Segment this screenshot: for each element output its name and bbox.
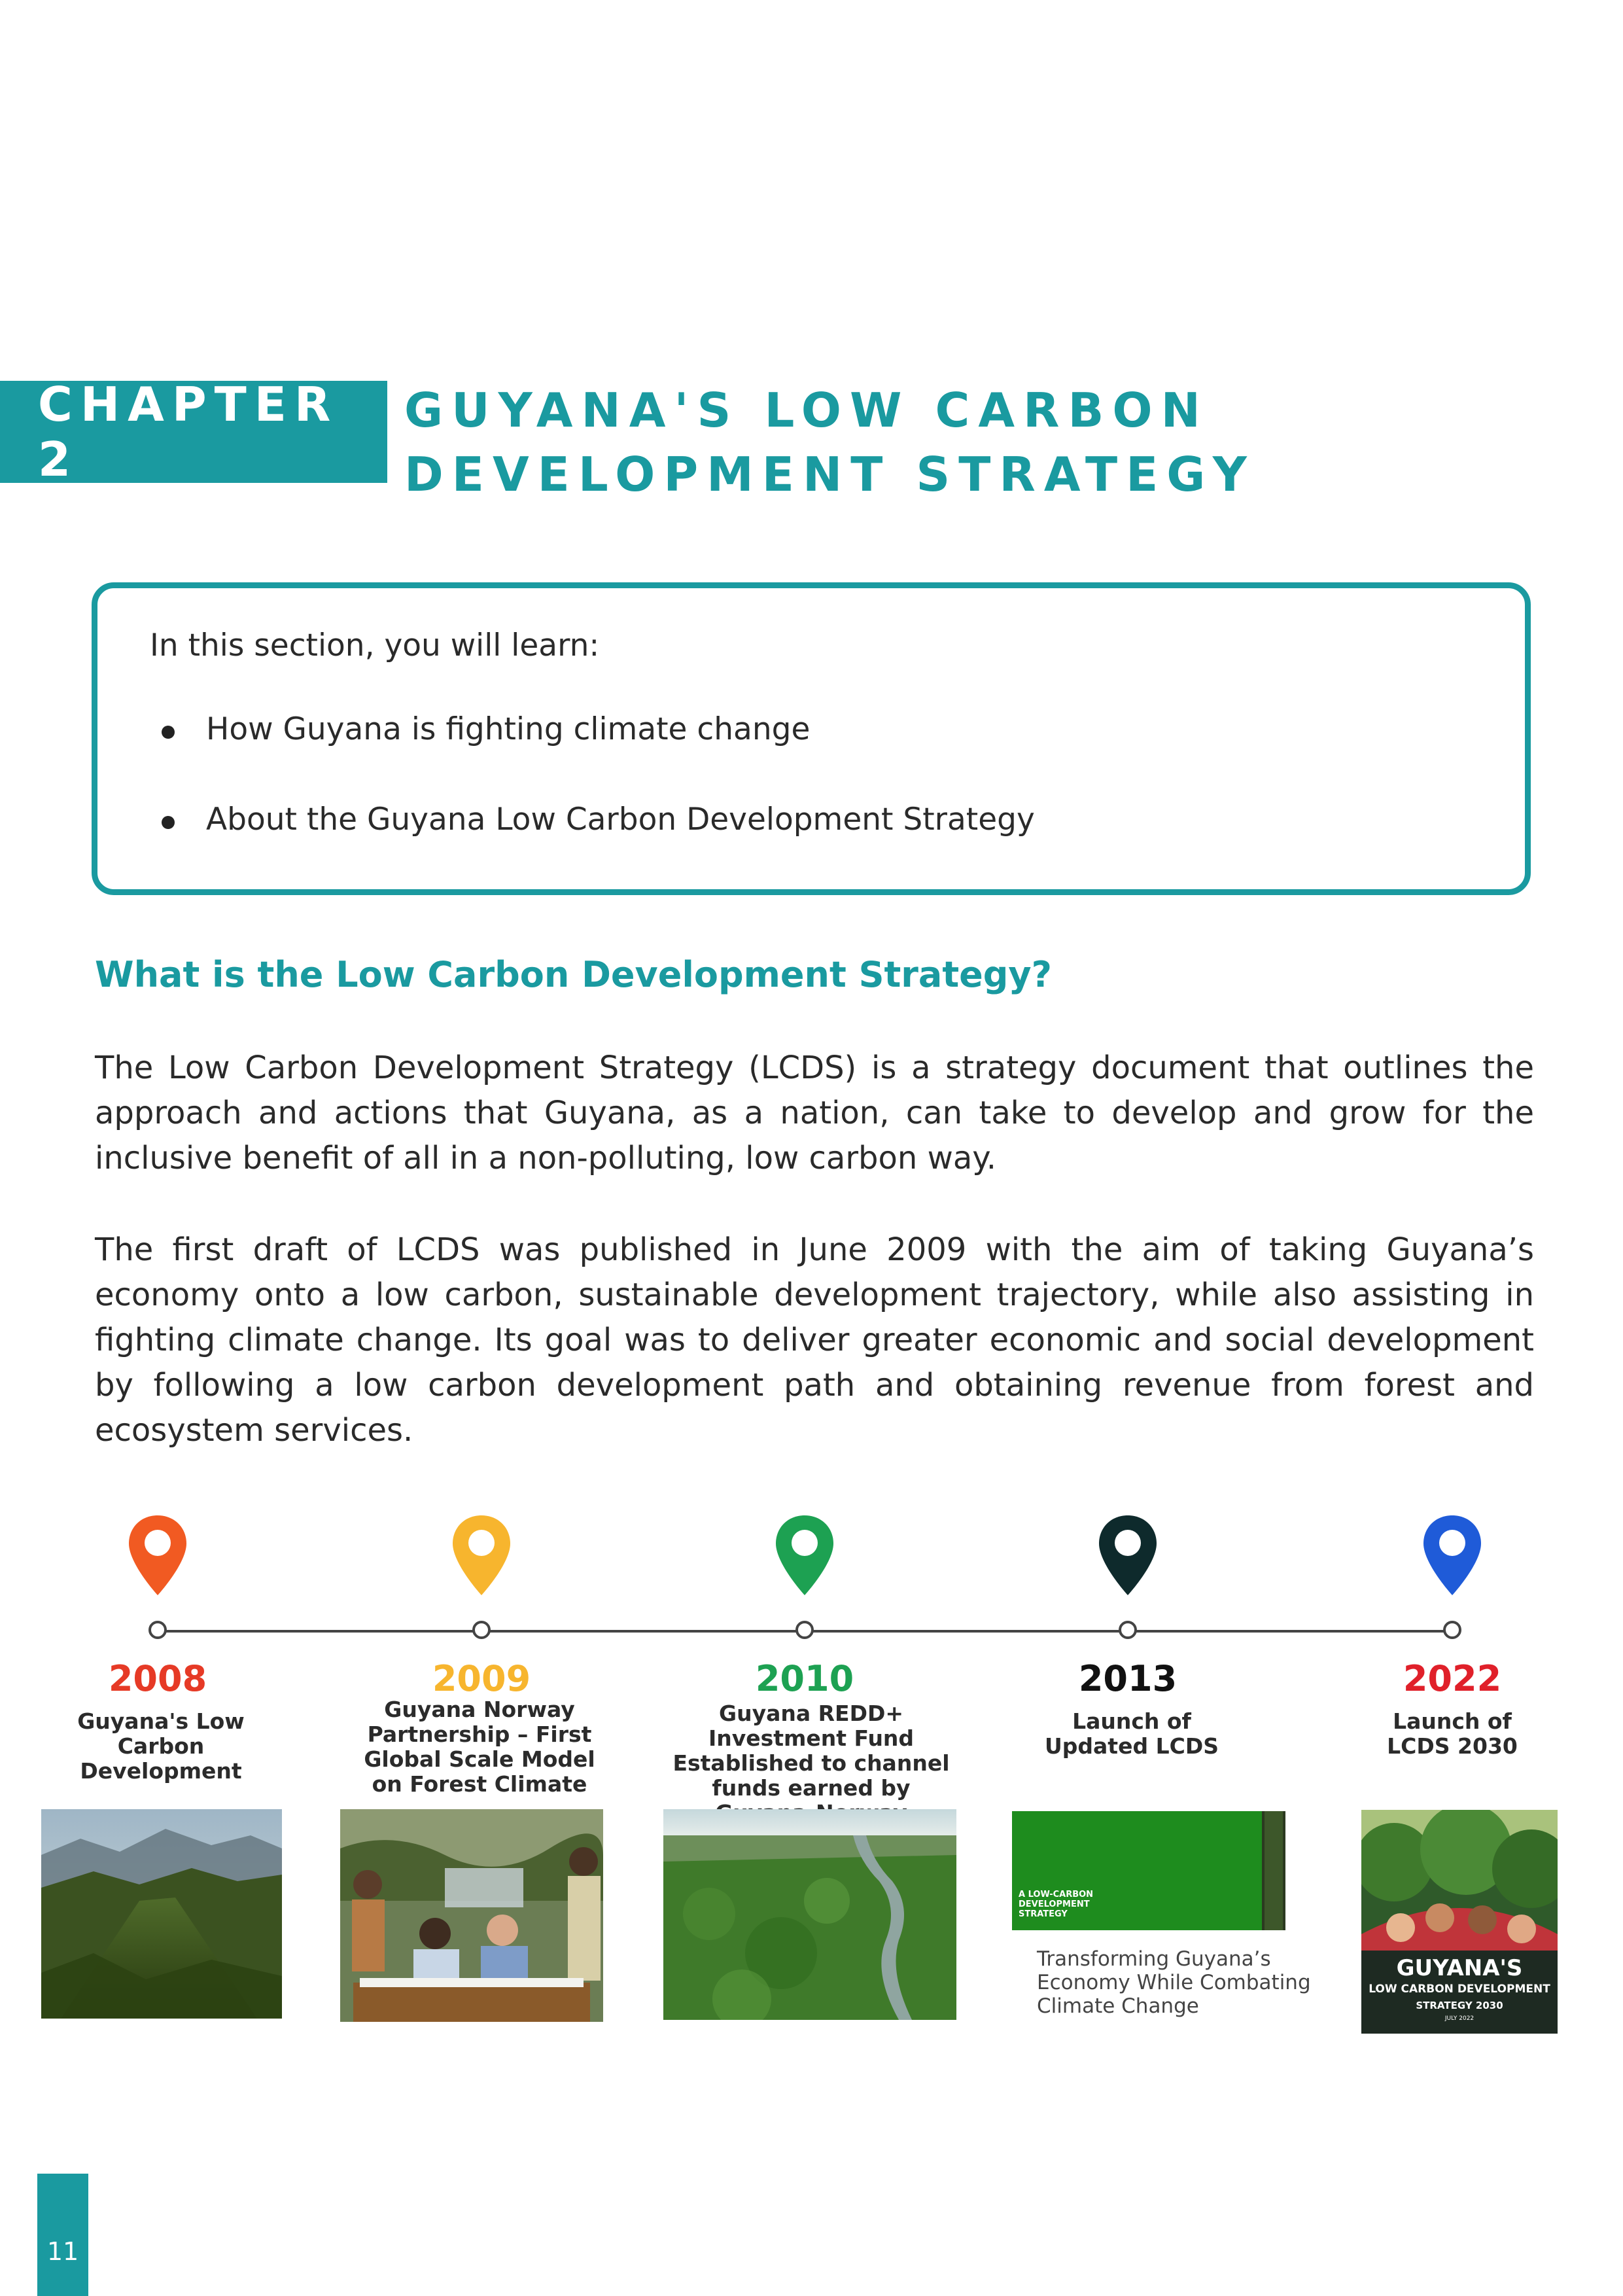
learning-objectives-box <box>92 582 1531 895</box>
timeline-node <box>1443 1621 1461 1639</box>
chapter-title: GUYANA'S LOW CARBON DEVELOPMENT STRATEGY <box>404 383 1255 502</box>
learning-intro: In this section, you will learn: <box>150 627 600 663</box>
rainforest-aerial-image <box>663 1809 956 2020</box>
timeline-event-text: Guyana Norway Partnership – First Global Scale Model on Forest Climate <box>364 1697 595 1797</box>
section-heading: What is the Low Carbon Development Strategy? <box>95 954 1052 995</box>
learning-list <box>152 711 1035 892</box>
list-item-text: About the Guyana Low Carbon Development Strategy <box>206 802 1035 838</box>
location-pin-icon <box>449 1513 514 1598</box>
timeline-event-text: Guyana's Low Carbon Development <box>77 1708 245 1784</box>
location-pin-icon <box>125 1513 190 1598</box>
chapter-label-box <box>0 377 387 487</box>
bullet-icon <box>162 726 175 739</box>
body-paragraph: The first draft of LCDS was published in June 2009 with the aim of taking Guyana’s economy onto a low carbon, sustainable development trajectory, while also assisting in fighting climate change. Its goal was to deliver greater economic and social development by following a low carbon development path and obtaining revenue from forest and ecosystem services. <box>95 1231 1534 1449</box>
timeline-year: 2010 <box>755 1658 854 1699</box>
doc-cover-label: A LOW-CARBON DEVELOPMENT STRATEGY <box>1019 1890 1094 1919</box>
lcds-2030-document-cover <box>1361 1810 1558 2034</box>
signing-ceremony-image <box>340 1809 603 2022</box>
location-pin-icon <box>1420 1513 1485 1598</box>
timeline-year: 2013 <box>1078 1658 1178 1699</box>
bullet-icon <box>162 816 175 829</box>
list-item-text: How Guyana is fighting climate change <box>206 711 811 747</box>
page-number-tab <box>37 2174 88 2296</box>
timeline-year: 2022 <box>1403 1658 1502 1699</box>
timeline-node <box>1119 1621 1137 1639</box>
timeline-event-text: Launch of LCDS 2030 <box>1387 1708 1518 1759</box>
timeline-node <box>795 1621 814 1639</box>
doc-cover-date: JULY 2022 <box>1444 2015 1475 2022</box>
mountain-landscape-image <box>41 1809 282 2019</box>
timeline-year: 2008 <box>108 1658 207 1699</box>
doc-cover-strategy: STRATEGY 2030 <box>1416 2000 1503 2011</box>
lcds-2013-document-cover <box>1012 1811 1285 1930</box>
chapter-label: CHAPTER 2 <box>38 377 339 487</box>
lcds-2013-caption: Transforming Guyana’s Economy While Combating Climate Change <box>1037 1947 1311 2018</box>
location-pin-icon <box>772 1513 837 1598</box>
timeline-year: 2009 <box>432 1658 531 1699</box>
timeline-event-text: Launch of Updated LCDS <box>1045 1708 1219 1759</box>
page-number: 11 <box>46 2237 79 2266</box>
list-item <box>152 711 1035 802</box>
timeline-event-text: Guyana REDD+ Investment Fund Established to channel funds earned by <box>672 1701 950 1801</box>
doc-cover-subtitle: LOW CARBON DEVELOPMENT <box>1369 1983 1550 1996</box>
doc-cover-title: GUYANA'S <box>1396 1955 1523 1981</box>
location-pin-icon <box>1095 1513 1161 1598</box>
body-paragraph: The Low Carbon Development Strategy (LCDS) is a strategy document that outlines the approach and actions that Guyana, as a nation, can take to develop and grow for the inclusive benefit of all in a non-polluting, low carbon way. <box>95 1050 1534 1176</box>
timeline-node <box>148 1621 167 1639</box>
timeline-node <box>472 1621 491 1639</box>
list-item <box>152 802 1035 892</box>
